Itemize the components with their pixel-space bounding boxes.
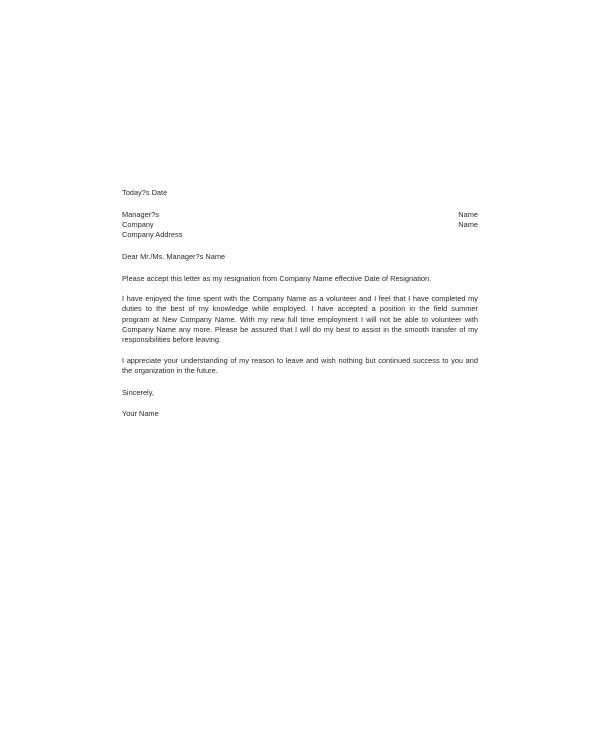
sender-name-2: Name xyxy=(458,220,478,229)
paragraph-2-line: Company Name any more. Please be assured that I will do my best to assist in the smooth transfer of my xyxy=(122,324,478,334)
salutation: Dear Mr./Ms. Manager?s Name xyxy=(122,252,226,261)
sender-name-1: Name xyxy=(458,210,478,219)
paragraph-3-line: I appreciate your understanding of my reason to leave and wish nothing but continued success to you and xyxy=(122,356,478,365)
paragraph-2-line: duties to the best of my knowledge while employed. I have accepted a position in the field summer xyxy=(122,304,478,314)
closing: Sincerely, xyxy=(122,388,154,397)
recipient-manager: Manager?s xyxy=(122,210,159,219)
signature-name: Your Name xyxy=(122,409,159,418)
letter-date: Today?s Date xyxy=(122,188,168,197)
recipient-company: Company xyxy=(122,220,154,229)
recipient-address: Company Address xyxy=(122,230,183,239)
paragraph-2-line: program at New Company Name. With my new full time employment I will not be able to volunteer with xyxy=(122,314,478,324)
paragraph-3-line: the organization in the future. xyxy=(122,366,218,376)
paragraph-2 xyxy=(122,294,478,345)
paragraph-3 xyxy=(122,356,478,377)
paragraph-2-line: responsibilities before leaving. xyxy=(122,335,222,345)
paragraph-2-line: I have enjoyed the time spent with the Company Name as a volunteer and I feel that I have completed my xyxy=(122,294,478,303)
paragraph-1: Please accept this letter as my resignation from Company Name effective Date of Resignation. xyxy=(122,274,432,283)
